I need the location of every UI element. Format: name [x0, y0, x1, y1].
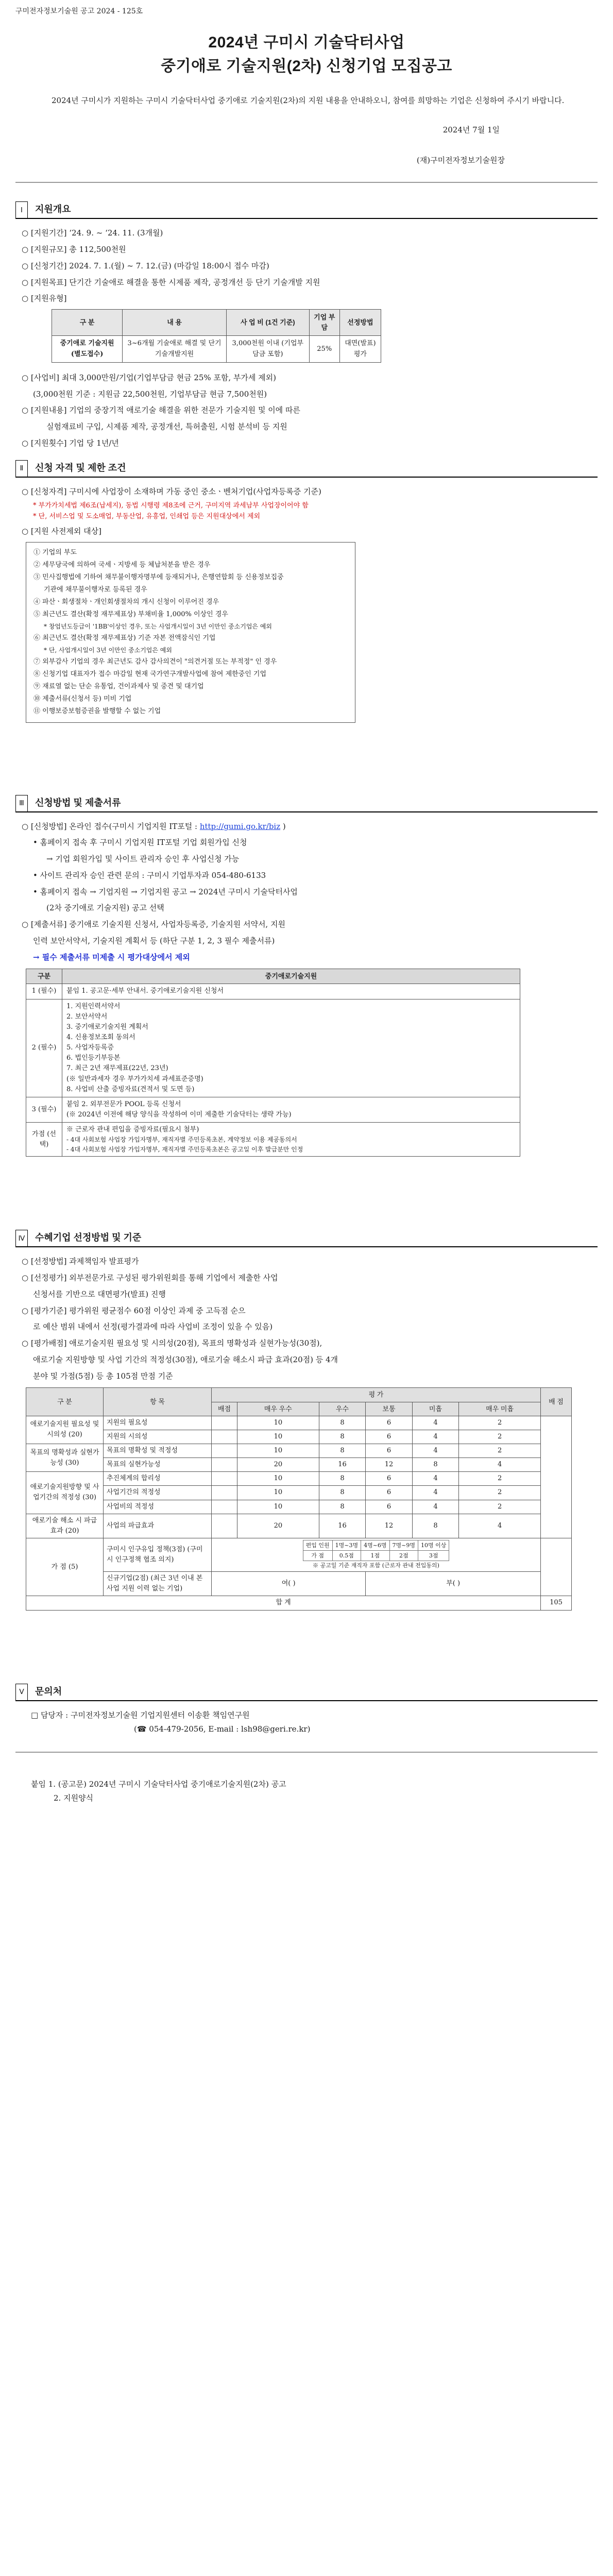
mini-cell: 3점	[418, 1551, 449, 1561]
application-method-end: )	[282, 821, 286, 831]
table-cell: 25%	[309, 336, 339, 362]
table-row	[26, 1486, 572, 1500]
overview-type-label: ○ [지원유형]	[22, 294, 67, 303]
table-cell: 3 (필수)	[26, 1097, 62, 1122]
total-value: 105	[541, 1596, 572, 1610]
evaluation-table	[26, 1387, 572, 1610]
portal-link[interactable]: http://gumi.go.kr/biz	[199, 821, 281, 831]
overview-apply-period: ○ [신청기간] 2024. 7. 1.(월) ~ 7. 12.(금) (마감일 18:00시 접수 마감)	[22, 261, 269, 270]
table-cell: 애로기술 해소 시 파급효과 (20)	[26, 1514, 104, 1538]
table-row	[26, 1500, 572, 1514]
intro-paragraph: 2024년 구미시가 지원하는 구미시 기술닥터사업 중기애로 기술지원(2차)의 지원 내용을 안내하오니, 참여를 희망하는 기업은 신청하여 주시기 바랍니다.	[52, 95, 565, 105]
table-cell: 10	[237, 1486, 319, 1500]
application-step: • 사이트 관리자 승인 관련 문의 : 구미시 기업투자과 054-480-6133	[33, 870, 266, 880]
mini-cell: 편입 인원	[303, 1540, 332, 1550]
table-cell: 8	[412, 1514, 459, 1538]
attachments	[31, 1777, 598, 1805]
application-method	[15, 820, 598, 834]
list-item: ⑥ 최근년도 결산(확정 재무제표상) 기준 자본 전액잠식인 기업	[33, 634, 216, 642]
table-cell: 6	[366, 1416, 413, 1430]
table-header: 배점	[212, 1402, 237, 1416]
table-cell: 4	[412, 1500, 459, 1514]
qualification-note: * 단, 서비스업 및 도소매업, 부동산업, 유흥업, 인쇄업 등은 지원대상에서 제외	[33, 513, 261, 521]
table-header: 미흡	[412, 1402, 459, 1416]
documents-line: ○ [제출서류] 중기애로 기술지원 신청서, 사업자등록증, 기술지원 서약서, 지원	[22, 920, 285, 929]
table-cell: 16	[319, 1458, 366, 1472]
support-type-table	[52, 309, 381, 363]
section-title: 지원개요	[35, 204, 71, 215]
bonus-mini-table	[303, 1540, 450, 1561]
section-title: 신청방법 및 제출서류	[35, 797, 121, 808]
overview-content-2: 실험재료비 구입, 시제품 제작, 공정개선, 특허출원, 시험 분석비 등 지원	[46, 422, 287, 431]
table-cell: 8	[319, 1444, 366, 1458]
table-cell: 10	[237, 1444, 319, 1458]
selection-criteria: 로 예산 범위 내에서 선정(평가결과에 따라 사업비 조정이 있을 수 있음)	[33, 1322, 273, 1332]
table-row	[26, 999, 520, 1097]
qualification-note: * 부가가치세법 제6조(납세지), 동법 시행령 제8조에 근거, 구미지역 과세남부 사업장이어야 함	[33, 502, 309, 510]
section-number: Ⅳ	[15, 1230, 28, 1246]
documents-warning: → 필수 제출서류 미제출 시 평가대상에서 제외	[33, 952, 190, 962]
list-item: ⑦ 외부감사 기업의 경우 최근년도 감사 감사의견이 "의견거절 또는 부적정" 인 경우	[33, 658, 277, 666]
table-row	[26, 1514, 572, 1538]
table-cell: 10	[237, 1500, 319, 1514]
notice-number: 구미전자정보기술원 공고 2024 - 125호	[15, 7, 143, 15]
list-item: * 창업년도등급이 '1BB'이상인 경우, 또는 사업개시일이 3년 이만인 중소기업은 예외	[44, 622, 273, 630]
table-cell: 10	[237, 1472, 319, 1486]
list-item: 7. 최근 2년 재무제표(22년, 23년)	[66, 1064, 168, 1073]
selection-allocation: 애로기술 지원방향 및 사업 기간의 적정성(30점), 애로기술 해소시 파급 효과(20점) 등 4개	[33, 1354, 338, 1364]
list-item: * 단, 사업개시일이 3년 이만인 중소기업은 예외	[44, 647, 172, 654]
list-item: ⑧ 신청기업 대표자가 접수 마감일 현재 국가연구개발사업에 참여 제한중인 기업	[33, 670, 267, 679]
list-item: ③ 민사집행법에 기하여 채무불이행자명부에 등재되거나, 은행연합회 등 신용정보집중	[33, 573, 284, 581]
table-cell: 8	[319, 1500, 366, 1514]
table-cell: 16	[319, 1514, 366, 1538]
table-cell: 붙임 1. 공고문·세부 안내서. 중기애로기술지원 신청서	[62, 984, 520, 999]
table-cell: 대면(발표) 평가	[339, 336, 381, 362]
list-item: ⑩ 제출서류(신청서 등) 미비 기업	[33, 695, 132, 703]
table-row	[26, 1444, 572, 1458]
table-cell: 6	[366, 1486, 413, 1500]
restriction-list	[26, 542, 355, 723]
list-item: 5. 사업자등록증	[66, 1044, 114, 1052]
selection-method: ○ [선정방법] 과제책임자 발표평가	[22, 1257, 139, 1266]
table-row	[26, 1458, 572, 1472]
selection-criteria: ○ [평가기준] 평가위원 평균점수 60점 이상인 과제 중 고득점 순으	[22, 1306, 246, 1315]
table-cell: 2	[459, 1444, 541, 1458]
table-cell: 구미시 인구유입 정책(3점) (구미시 인구정책 협조 의지)	[104, 1538, 212, 1571]
table-cell: 4	[459, 1514, 541, 1538]
table-cell	[62, 999, 520, 1097]
contact-info: (☎ 054-479-2056, E-mail : lsh98@geri.re.kr)	[134, 1724, 311, 1734]
overview-count: ○ [지원횟수] 기업 당 1년/년	[22, 438, 119, 448]
table-cell: 12	[366, 1514, 413, 1538]
list-item: ※ 근로자 관내 편입을 증빙자료(필요시 첨부)	[66, 1126, 199, 1134]
table-header: 내 용	[123, 310, 227, 336]
section-number: Ⅱ	[15, 460, 28, 477]
title-line-1: 2024년 구미시 기술닥터사업	[208, 33, 405, 51]
bonus-note: ※ 공고일 기준 재직자 포함 (근로자 관내 전입동의)	[313, 1562, 439, 1569]
table-row	[26, 1538, 572, 1571]
selection-allocation: 분야 및 가점(5점) 등 총 105점 만점 기준	[33, 1371, 173, 1381]
table-header: 배 점	[541, 1388, 572, 1416]
mini-cell: 가 점	[303, 1551, 332, 1561]
table-cell: 8	[412, 1458, 459, 1472]
selection-allocation: ○ [평가배점] 애로기술지원 필요성 및 시의성(20점), 목표의 명확성과 실현가능성(30점),	[22, 1338, 322, 1348]
table-cell: 2	[459, 1500, 541, 1514]
table-cell: 신규기업(2점) (최근 3년 이내 본 사업 지원 이력 없는 기업)	[104, 1572, 212, 1596]
table-row	[26, 984, 520, 999]
application-step: • 홈페이지 접속 → 기업지원 → 기업지원 공고 → 2024년 구미시 기술닥터사업	[33, 887, 298, 896]
list-item: 기관에 채무불이행자로 등록된 경우	[44, 585, 147, 594]
divider	[15, 1752, 598, 1753]
table-cell: 지원의 필요성	[104, 1416, 212, 1430]
table-header: 중기애로기술지원	[62, 969, 520, 984]
mini-cell: 4명~6명	[361, 1540, 389, 1550]
table-cell: 6	[366, 1500, 413, 1514]
overview-budget: ○ [지원규모] 총 112,500천원	[22, 245, 126, 255]
table-cell: 4	[412, 1472, 459, 1486]
table-cell: 사업기간의 적정성	[104, 1486, 212, 1500]
application-step: (2차 중기애로 기술지원) 공고 선택	[46, 903, 164, 913]
table-row	[26, 1097, 520, 1122]
table-cell: 애로기술지원방향 및 사업기간의 적정성 (30)	[26, 1472, 104, 1514]
list-item: 붙임 2. 외부전문가 POOL 등록 신청서	[66, 1100, 181, 1108]
table-cell: 가 점 (5)	[26, 1538, 104, 1596]
mini-cell: 0.5점	[332, 1551, 361, 1561]
table-cell: 목표의 명확성 및 적정성	[104, 1444, 212, 1458]
section-number: Ⅰ	[15, 201, 28, 218]
table-header: 우수	[319, 1402, 366, 1416]
overview-purpose: ○ [지원목표] 단기간 기술애로 해결을 통한 시제품 제작, 공정개선 등 단기 기술개발 지원	[22, 277, 320, 287]
table-cell: 추진체계의 합리성	[104, 1472, 212, 1486]
application-method-text: ○ [신청방법] 온라인 접수(구미시 기업지원 IT포털 :	[22, 821, 198, 831]
contact-block	[31, 1708, 598, 1736]
table-cell: 중기애로 기술지원 (별도접수)	[52, 336, 123, 362]
table-cell: 2	[459, 1430, 541, 1444]
table-cell: 2	[459, 1486, 541, 1500]
list-item: 8. 사업비 산출 증빙자료(견적서 및 도면 등)	[66, 1085, 195, 1093]
table-cell: 부( )	[366, 1572, 541, 1596]
mini-cell: 1명~3명	[332, 1540, 361, 1550]
table-cell: 4	[412, 1416, 459, 1430]
list-item: 1. 지원인력서약서	[66, 1002, 121, 1010]
list-item: - 4대 사회보험 사업장 가입자명부, 재직자별 주민등록초본은 공고일 이후 발급분만 인정	[66, 1145, 303, 1153]
documents-table	[26, 969, 520, 1157]
section-number: Ⅲ	[15, 795, 28, 811]
table-cell: 6	[366, 1444, 413, 1458]
attachment-item: 붙임 1. (공고문) 2024년 구미시 기술닥터사업 중기애로기술지원(2차) 공고	[31, 1779, 286, 1789]
table-cell: 12	[366, 1458, 413, 1472]
announce-date: 2024년 7월 1일	[442, 125, 500, 135]
list-item: ⑪ 이행보증보험증권을 발행할 수 없는 기업	[33, 707, 161, 716]
list-item: (※ 2024년 이전에 해당 양식을 작성하여 이미 제출한 기술닥터는 생략 가능)	[66, 1110, 292, 1118]
selection-process: 신청서를 기반으로 대면평가(발표) 진행	[33, 1289, 166, 1299]
list-item: 2. 보안서약서	[66, 1012, 108, 1021]
overview-period: ○ [지원기간] ‘24. 9. ~ ‘24. 11. (3개월)	[22, 228, 163, 238]
application-step: • 홈페이지 접속 후 구미시 기업지원 IT포털 기업 회원가입 신청	[33, 838, 247, 848]
overview-cost: ○ [사업비] 최대 3,000만원/기업(기업부담금 현금 25% 포함, 부가세 제외)	[22, 372, 277, 382]
table-cell	[62, 1097, 520, 1122]
total-label: 합 계	[26, 1596, 541, 1610]
list-item: ⑨ 재료열 없는 단순 유통업, 건이과제사 및 중견 및 대기업	[33, 683, 204, 691]
table-row	[26, 1472, 572, 1486]
table-header: 항 목	[104, 1388, 212, 1416]
list-item: 6. 법인등기부등본	[66, 1054, 121, 1062]
table-cell: 1 (필수)	[26, 984, 62, 999]
table-cell: 4	[459, 1458, 541, 1472]
list-item: - 4대 사회보험 사업장 가입자명부, 재직자별 주민등록초본, 계약정보 이용 제공동의서	[66, 1136, 297, 1144]
section-title: 신청 자격 및 제한 조건	[35, 462, 126, 473]
mini-cell: 10명 이상	[418, 1540, 449, 1550]
table-header: 매우 미흡	[459, 1402, 541, 1416]
list-item: (※ 일반과세자 경우 부가가치세 과세표준증명)	[66, 1075, 203, 1083]
table-cell: 8	[319, 1416, 366, 1430]
table-cell: 여( )	[212, 1572, 366, 1596]
table-header: 보통	[366, 1402, 413, 1416]
mini-cell: 1점	[361, 1551, 389, 1561]
bonus-mini-table-cell	[212, 1538, 541, 1571]
table-row	[26, 1430, 572, 1444]
divider	[15, 182, 598, 183]
table-cell: 8	[319, 1472, 366, 1486]
table-cell	[62, 1123, 520, 1157]
mini-cell: 7명~9명	[389, 1540, 418, 1550]
list-item: 4. 신용정보조회 동의서	[66, 1033, 135, 1041]
section-number: Ⅴ	[15, 1684, 28, 1700]
table-cell: 가점 (선택)	[26, 1123, 62, 1157]
table-cell: 4	[412, 1444, 459, 1458]
section-header-4	[15, 1230, 598, 1247]
mini-cell: 2점	[389, 1551, 418, 1561]
table-cell: 4	[412, 1486, 459, 1500]
table-header: 사 업 비 (1건 기준)	[226, 310, 309, 336]
table-header: 구 분	[52, 310, 123, 336]
table-header-group: 평 가	[212, 1388, 541, 1402]
overview-cost-detail: (3,000천원 기준 : 지원금 22,500천원, 기업부담금 현금 7,500천원)	[33, 389, 267, 399]
list-item: ⑤ 최근년도 결산(확정 재무제표상) 부채비율 1,000% 이상인 경우	[33, 610, 228, 618]
application-step: → 기업 회원가입 및 사이트 관리자 승인 후 사업신청 가능	[46, 854, 240, 864]
section-title: 문의처	[35, 1686, 62, 1697]
table-cell: 10	[237, 1416, 319, 1430]
table-row	[26, 1596, 572, 1610]
title-line-2: 중기애로 기술지원(2차) 신청기업 모집공고	[161, 58, 452, 75]
table-cell: 10	[237, 1430, 319, 1444]
table-cell: 사업의 파급효과	[104, 1514, 212, 1538]
list-item: 3. 중기애로기술지원 계획서	[66, 1023, 148, 1031]
qualification-line: ○ [신청자격] 구미시에 사업장이 소재하며 가동 중인 중소ㆍ벤처기업(사업자등록증 기준)	[22, 486, 321, 496]
list-item: ② 세무당국에 의하여 국세ㆍ지방세 등 체납처분을 받은 경우	[33, 561, 211, 569]
table-cell: 사업비의 적정성	[104, 1500, 212, 1514]
section-header-1	[15, 201, 598, 219]
table-row	[26, 1572, 572, 1596]
table-cell: 애로기술지원 필요성 및 시의성 (20)	[26, 1416, 104, 1444]
table-cell: 6	[366, 1472, 413, 1486]
table-cell: 2	[459, 1472, 541, 1486]
table-header: 구분	[26, 969, 62, 984]
documents-line: 인력 보안서약서, 기술지원 계획서 등 (하단 구분 1, 2, 3 필수 제출서류)	[33, 936, 275, 945]
table-cell: 8	[319, 1430, 366, 1444]
table-cell: 20	[237, 1458, 319, 1472]
list-item: ④ 파산ㆍ회생절차ㆍ개인회생절차의 개시 신청이 이루어진 경우	[33, 598, 219, 606]
table-cell: 지원의 시의성	[104, 1430, 212, 1444]
list-item: ① 기업의 부도	[33, 548, 77, 556]
table-row	[26, 1123, 520, 1157]
table-cell: 3~6개월 기술애로 해결 및 단기 기술개발지원	[123, 336, 227, 362]
table-header: 매우 우수	[237, 1402, 319, 1416]
restriction-label: ○ [지원 사전제외 대상]	[22, 526, 102, 536]
section-header-2	[15, 460, 598, 478]
page-title	[15, 31, 598, 79]
section-title: 수혜기업 선정방법 및 기준	[35, 1232, 142, 1243]
section-header-5	[15, 1684, 598, 1701]
overview-content-1: ○ [지원내용] 기업의 중장기적 애로기술 해결을 위한 전문가 기술지원 및 이에 따른	[22, 405, 300, 415]
table-cell: 2 (필수)	[26, 999, 62, 1097]
contact-person: □ 담당자 : 구미전자정보기술원 기업지원센터 이송환 책임연구원	[31, 1710, 250, 1720]
table-header: 기업 부담	[309, 310, 339, 336]
section-header-3	[15, 795, 598, 812]
selection-process: ○ [선정평가] 외부전문가로 구성된 평가위원회를 통해 기업에서 제출한 사업	[22, 1273, 278, 1283]
table-cell: 목표의 명확성과 실현가능성 (30)	[26, 1444, 104, 1472]
table-cell: 4	[412, 1430, 459, 1444]
table-row	[26, 1416, 572, 1430]
table-header: 선정방법	[339, 310, 381, 336]
attachment-item: 2. 지원양식	[54, 1793, 94, 1803]
table-cell: 2	[459, 1416, 541, 1430]
table-header: 구 분	[26, 1388, 104, 1416]
table-cell: 6	[366, 1430, 413, 1444]
table-cell: 8	[319, 1486, 366, 1500]
table-cell: 20	[237, 1514, 319, 1538]
announcing-org: (재)구미전자정보기술원장	[416, 156, 505, 165]
table-cell: 3,000천원 이내 (기업부담금 포함)	[226, 336, 309, 362]
table-cell: 목표의 실현가능성	[104, 1458, 212, 1472]
